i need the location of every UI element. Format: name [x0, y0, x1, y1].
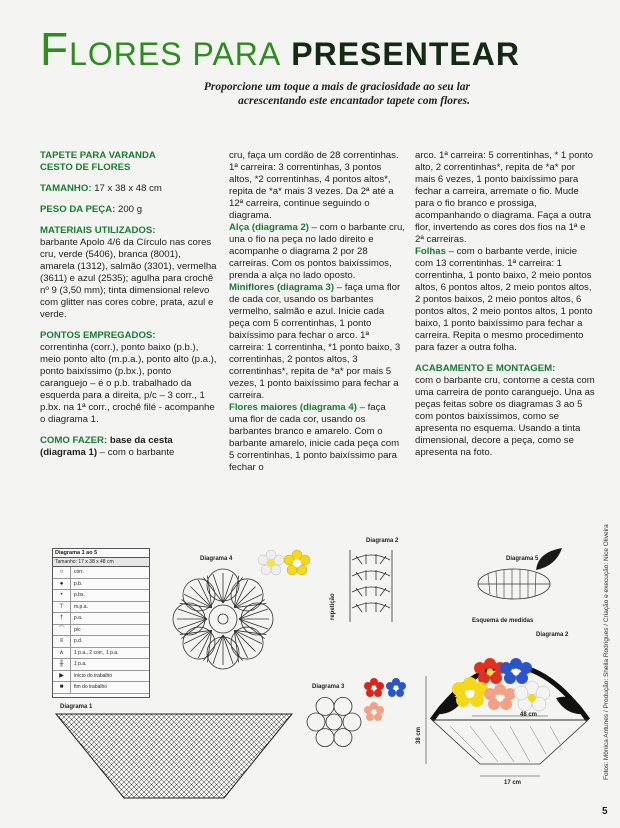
- como-label: COMO FAZER:: [40, 435, 108, 446]
- petal: [343, 713, 361, 731]
- legend-box: [52, 548, 150, 698]
- label-diagrama-1: Diagrama 1: [60, 704, 93, 710]
- maior-text: – faça uma flor de cada cor, usando os barbantes branco e amarelo. Com o barbante amarelo, inicie cada peça com 5 correntinhas, 1 ponto baixíssimo para fechar o: [229, 402, 400, 473]
- acab-text: com o barbante cru, contorne a cesta com uma carreira de ponto caranguejo. Una as peças feitas sobre os diagramas 3 ao 5 com pontos baixíssimos, como se apresenta no esquema. Usando a tinta dimensional, decore a peça, como se apresenta na foto.: [415, 375, 595, 458]
- miniflowers-photo: [362, 676, 410, 724]
- pontos-text: correntinha (corr.), ponto baixo (p.b.), meio ponto alto (m.p.a.), ponto alto (p.a.), ponto baixíssimo (p.bx.), ponto caranguejo – é o p.b. trabalhado da esquerda para a direita, p/c – 3 corr., 1 p.bx. na 1ª corr., crochê filé - acompanhe o diagrama 1.: [40, 342, 217, 425]
- legend-size: Tamanho: 17 x 38 x 48 cm: [53, 558, 149, 567]
- legend-symbol-icon: •: [53, 590, 71, 601]
- legend-label: p.bx.: [74, 592, 85, 599]
- legend-row: [53, 590, 149, 602]
- title-dark: PRESENTEAR: [291, 36, 520, 72]
- legend-list: [53, 567, 149, 694]
- legend-symbol-icon: †: [53, 613, 71, 624]
- legend-symbol-icon: ≡: [53, 636, 71, 647]
- legend-label: 1 p.a.: [74, 661, 87, 668]
- petal: [316, 729, 334, 747]
- label-diagrama-2: Diagrama 2: [366, 538, 399, 544]
- diagrams-area: [40, 540, 600, 800]
- title-green-rest: LORES PARA: [69, 36, 282, 72]
- label-diagrama-5: Diagrama 5: [506, 556, 539, 562]
- materiais-text: barbante Apolo 4/6 da Círculo nas cores cru, verde (5406), branca (8001), amarela (1312), salmão (3301), vermelha (3611) e azul (2535); agulha para crochê nº 9 (3,50 mm); tinta dimensional relevo com glitter nas cores cobre, prata, azul e verde.: [40, 237, 217, 320]
- legend-row: [53, 648, 149, 660]
- petal: [316, 697, 334, 715]
- diagram-1: [54, 712, 294, 800]
- flores-maiores: [229, 402, 405, 474]
- stitch: [223, 635, 243, 661]
- legend-row: [53, 682, 149, 694]
- measurement-scheme: [420, 636, 600, 786]
- legend-title: Diagrama 1 ao 5: [53, 549, 149, 558]
- page-number: 5: [602, 806, 608, 817]
- column-3: [415, 150, 595, 459]
- como-text: – com o barbante: [97, 447, 175, 458]
- peso: [40, 204, 218, 216]
- col3-p1: arco. 1ª carreira: 5 correntinhas, * 1 ponto alto, 2 correntinhas*, repita de *a* por mais 6 vezes, 1 ponto baixíssimo para fechar a carreira, arremate o fio. Mude para o fio branco e prossiga, acompanhando o diagrama. Faça a outra flor, invertendo as cores dos fios na 1ª e 2ª carreiras.: [415, 150, 593, 245]
- como-bold: base da cesta (diagrama 1): [40, 435, 173, 458]
- heading-pontos: PONTOS EMPREGADOS:: [40, 330, 156, 341]
- stitch: [239, 619, 265, 639]
- leaf-icon: [534, 546, 564, 572]
- legend-label: corr.: [74, 569, 84, 576]
- column-1: [40, 150, 218, 459]
- col2-p1: cru, faça um cordão de 28 correntinhas. 1ª carreira: 3 correntinhas, 3 pontos altos, *2 correntinhas, 4 pontos altos*, repita de *a* mais 3 vezes. Da 2ª até a 12ª carreira, continue seguindo o diagrama.: [229, 150, 399, 221]
- legend-symbol-icon: ∧: [53, 648, 71, 659]
- legend-label: p/c: [74, 626, 81, 633]
- legend-symbol-icon: ○: [53, 567, 71, 578]
- stitch: [203, 635, 223, 661]
- legend-row: [53, 602, 149, 614]
- petal: [334, 697, 352, 715]
- petal: [334, 729, 352, 747]
- column-2: [229, 150, 405, 474]
- legend-row: [53, 625, 149, 637]
- alca: [229, 222, 405, 282]
- tamanho: [40, 183, 218, 195]
- legend-label: p.a.: [74, 615, 83, 622]
- diagram-4: [168, 564, 278, 674]
- alca-label: Alça (diagrama 2): [229, 222, 309, 233]
- heading-cesto: CESTO DE FLORES: [40, 162, 131, 173]
- stitch: [203, 577, 223, 603]
- legend-symbol-icon: ●: [53, 579, 71, 590]
- tamanho-label: TAMANHO:: [40, 183, 92, 194]
- maior-label: Flores maiores (diagrama 4): [229, 402, 357, 413]
- legend-row: [53, 579, 149, 591]
- title-green: [40, 23, 281, 75]
- stitch: [223, 577, 243, 603]
- legend-label: 1 p.a., 2 corr., 1 p.a.: [74, 649, 119, 656]
- subtitle: Proporcione um toque a mais de graciosidade ao seu lar acrescentando este encantador tapete com flores.: [203, 81, 470, 107]
- legend-label: fim do trabalho: [74, 684, 108, 691]
- legend-label: p.b.: [74, 580, 83, 587]
- peso-value: 200 g: [118, 204, 143, 215]
- tamanho-value: 17 x 38 x 48 cm: [94, 183, 162, 194]
- diagram-2: [342, 546, 406, 626]
- photo-credits: Fotos: Mônica Antunes / Produção: Sheila Rodrigues / Criação e execução: Nice Oliveira: [603, 524, 610, 780]
- stitch: [234, 630, 255, 651]
- stitch: [234, 586, 255, 607]
- flower-yellow-icon: [284, 550, 310, 576]
- miniflores: [229, 282, 405, 402]
- diagram-3: [304, 692, 364, 752]
- legend-symbol-icon: ⌒: [53, 625, 71, 636]
- label-diagrama-2b: Diagrama 2: [536, 632, 569, 638]
- stitch: [239, 599, 265, 619]
- folhas: [415, 246, 595, 354]
- heading-tapete: TAPETE PARA VARANDA: [40, 150, 156, 161]
- legend-symbol-icon: ╫: [53, 659, 71, 670]
- peso-label: PESO DA PEÇA:: [40, 204, 116, 215]
- folhas-label: Folhas: [415, 246, 446, 257]
- label-diagrama-4: Diagrama 4: [200, 556, 233, 562]
- legend-label: início do trabalho: [74, 672, 113, 679]
- petal: [307, 713, 325, 731]
- legend-label: p.d.: [74, 638, 83, 645]
- label-38cm: 38 cm: [416, 726, 422, 744]
- label-17cm: 17 cm: [504, 780, 522, 786]
- heading-acabamento: ACABAMENTO E MONTAGEM:: [415, 363, 556, 374]
- flower-white-icon: [258, 550, 284, 576]
- legend-symbol-icon: ⊤: [53, 602, 71, 613]
- como-fazer: [40, 435, 218, 459]
- legend-row: [53, 671, 149, 683]
- legend-row: [53, 613, 149, 625]
- legend-row: [53, 636, 149, 648]
- folhas-text: – com o barbante verde, inicie com 13 correntinhas. 1ª carreira: 1 correntinha, 1 ponto baixo, 2 meio pontos altos, 6 pontos altos, 2 meio pontos altos, 2 pontos baixos, 2 meio pontos altos, 6 pontos altos, 2 meio pontos altos, 1 ponto baixo, 1 ponto baixíssimo para fechar a carreira. Repita o mesmo procedimento para fazer a outra folha.: [415, 246, 593, 353]
- label-repeticao: repetição: [330, 593, 336, 620]
- stitch: [181, 619, 207, 639]
- mini-label: Miniflores (diagrama 3): [229, 282, 335, 293]
- stitch: [190, 586, 211, 607]
- legend-symbol-icon: ▶: [53, 671, 71, 682]
- stitch: [181, 599, 207, 619]
- page-title: [40, 22, 600, 78]
- heading-materiais: MATERIAIS UTILIZADOS:: [40, 225, 156, 236]
- legend-symbol-icon: ■: [53, 682, 71, 693]
- mini-text: – faça uma flor de cada cor, usando os barbantes vermelho, salmão e azul. Inicie cada peça com 5 correntinhas, 1 ponto baixíssimo para fechar o arco. 1ª carreira: 1 correntinha, *1 ponto baixo, 3 correntinhas, 2 pontos altos, 3 correntinhas*, repita de *a* por mais 5 vezes, 1 ponto baixíssimo para fechar a carreira.: [229, 282, 401, 401]
- legend-label: m.p.a.: [74, 603, 88, 610]
- alca-text: – com o barbante cru, una o fio na peça no lado direito e acompanhe o diagrama 2 por 28 carreiras. Com os pontos baixíssimos, prenda a alça no lado oposto.: [229, 222, 405, 281]
- legend-row: [53, 659, 149, 671]
- stitch: [190, 630, 211, 651]
- legend-row: [53, 567, 149, 579]
- title-initial: F: [40, 23, 70, 75]
- label-diagrama-3: Diagrama 3: [312, 684, 345, 690]
- label-esquema: Esquema de medidas: [472, 618, 534, 624]
- label-48cm: 48 cm: [520, 712, 538, 718]
